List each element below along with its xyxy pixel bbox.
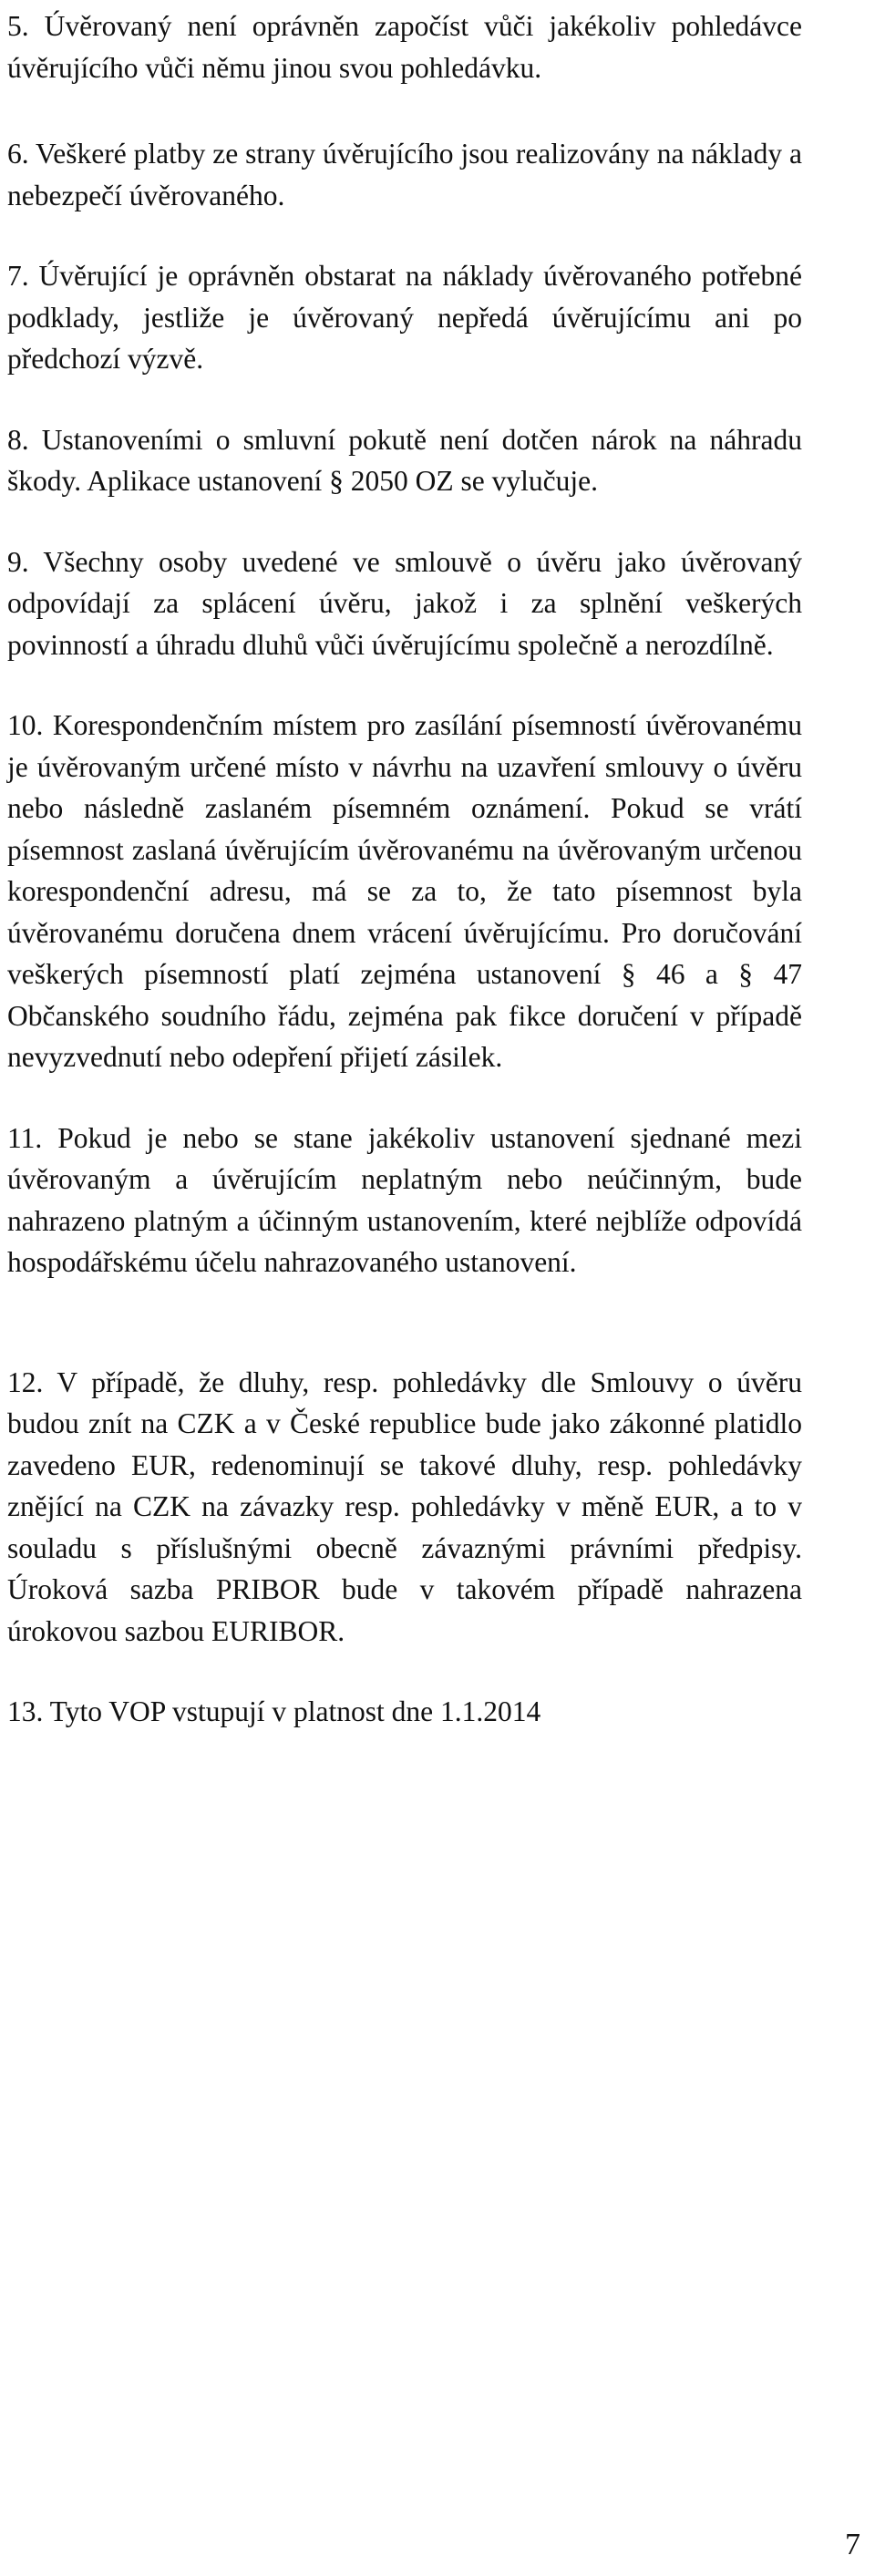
clause-10: 10. Korespondenčním místem pro zasílání písemností úvěrovanému je úvěrovaným určené místo v návrhu na uzavření smlouvy o úvěru nebo následně zaslaném písemném oznámení. Pokud se vrátí písemnost zaslaná úvěrujícím úvěrovanému na úvěrovaným určenou korespondenční adresu, má se za to, že tato písemnost byla úvěrovanému doručena dnem vrácení úvěrujícímu. Pro doručování veškerých písemností platí zejména ustanovení § 46 a § 47 Občanského soudního řádu, zejména pak fikce doručení v případě nevyzvednutí nebo odepření přijetí zásilek.	[7, 709, 802, 1073]
clause-12: 12. V případě, že dluhy, resp. pohledávky dle Smlouvy o úvěru budou znít na CZK a v České republice bude jako zákonné platidlo zavedeno EUR, redenominují se takové dluhy, resp. pohledávky znějící na CZK na závazky resp. pohledávky v měně EUR, a to v souladu s příslušnými obecně závaznými právními předpisy. Úroková sazba PRIBOR bude v takovém případě nahrazena úrokovou sazbou EURIBOR.	[7, 1365, 802, 1647]
page-number: 7	[845, 2528, 860, 2561]
clause-7: 7. Úvěrující je oprávněn obstarat na náklady úvěrovaného potřebné podklady, jestliže je úvěrovaný nepředá úvěrujícímu ani po předchozí výzvě.	[7, 260, 802, 375]
clause-5: 5. Úvěrovaný není oprávněn započíst vůči jakékoliv pohledávce úvěrujícího vůči němu jinou svou pohledávku.	[7, 10, 802, 84]
clause-9: 9. Všechny osoby uvedené ve smlouvě o úvěru jako úvěrovaný odpovídají za splácení úvěru, jakož i za splnění veškerých povinností a úhradu dluhů vůči úvěrujícímu společně a nerozdílně.	[7, 545, 802, 661]
clause-6: 6. Veškeré platby ze strany úvěrujícího jsou realizovány na náklady a nebezpečí úvěrovaného.	[7, 138, 802, 211]
clause-11: 11. Pokud je nebo se stane jakékoliv ustanovení sjednané mezi úvěrovaným a úvěrujícím neplatným nebo neúčinným, bude nahrazeno platným a účinným ustanovením, které nejblíže odpovídá hospodářskému účelu nahrazovaného ustanovení.	[7, 1121, 802, 1278]
clause-13: 13. Tyto VOP vstupují v platnost dne 1.1.2014	[7, 1695, 541, 1727]
clause-8: 8. Ustanoveními o smluvní pokutě není dotčen nárok na náhradu škody. Aplikace ustanovení § 2050 OZ se vylučuje.	[7, 423, 802, 497]
document-body	[7, 5, 802, 1733]
